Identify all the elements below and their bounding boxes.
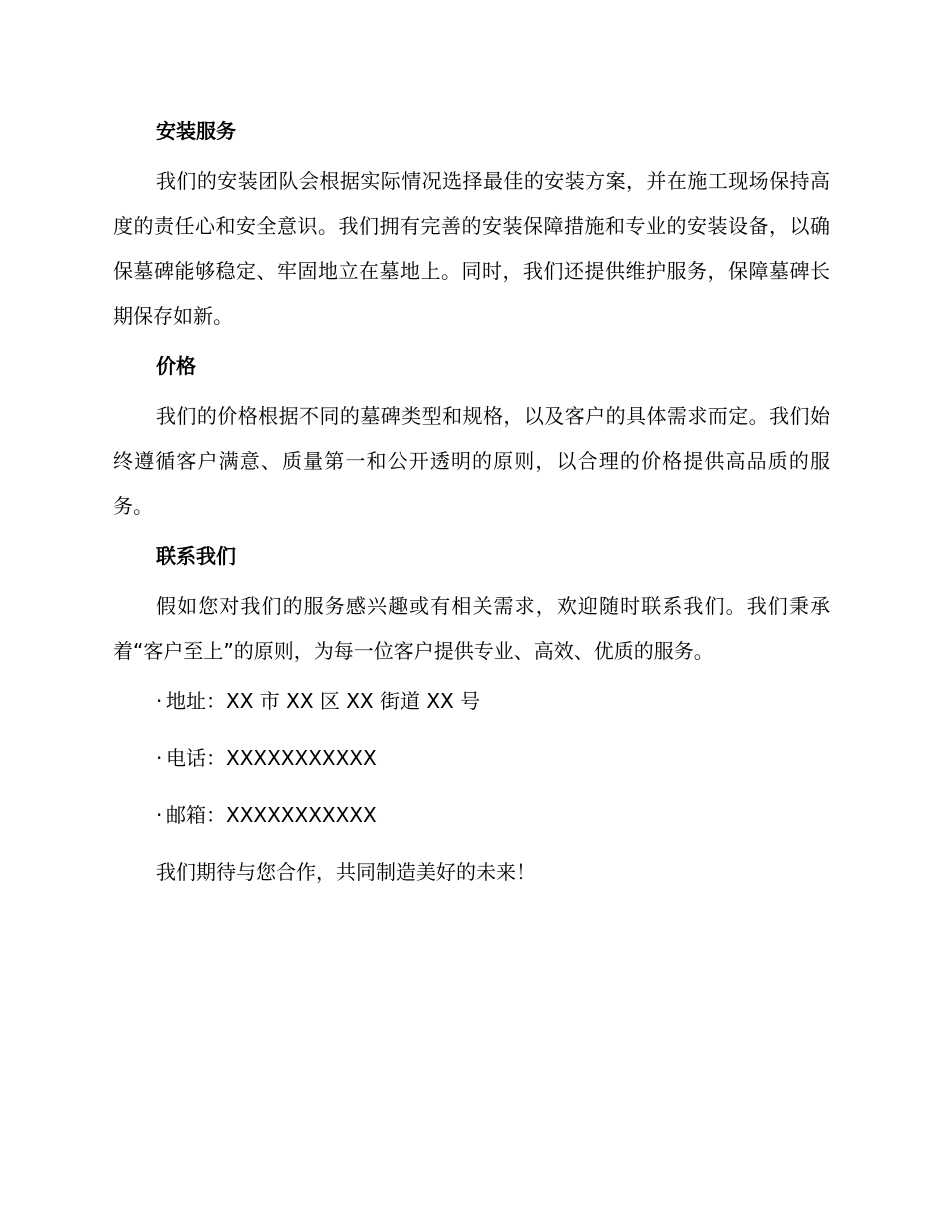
paragraph-installation: 我们的安装团队会根据实际情况选择最佳的安装方案，并在施工现场保持高度的责任心和安全意识。我们拥有完善的安装保障措施和专业的安装设备，以确保墓碑能够稳定、牢固地立在墓地上。同时，我们还提供维护服务，保障墓碑长期保存如新。 <box>113 169 830 328</box>
contact-address-text: 地址：XX 市 XX 区 XX 街道 XX 号 <box>166 689 481 713</box>
section-title-installation: 安装服务 <box>156 119 236 143</box>
contact-item-email <box>113 800 830 830</box>
bullet-icon: · <box>156 689 163 713</box>
section-title-contact: 联系我们 <box>156 544 236 568</box>
paragraph-price: 我们的价格根据不同的墓碑类型和规格，以及客户的具体需求而定。我们始终遵循客户满意、质量第一和公开透明的原则，以合理的价格提供高品质的服务。 <box>113 404 830 518</box>
contact-email-text: 邮箱：XXXXXXXXXXX <box>166 803 377 827</box>
closing-text: 我们期待与您合作，共同制造美好的未来！ <box>156 860 536 884</box>
bullet-icon: · <box>156 746 163 770</box>
paragraph-contact: 假如您对我们的服务感兴趣或有相关需求，欢迎随时联系我们。我们秉承着“客户至上”的原则，为每一位客户提供专业、高效、优质的服务。 <box>113 594 830 663</box>
bullet-icon: · <box>156 803 163 827</box>
contact-phone-text: 电话：XXXXXXXXXXX <box>166 746 377 770</box>
section-title-price: 价格 <box>156 354 196 378</box>
contact-item-address <box>113 686 830 716</box>
contact-item-phone <box>113 743 830 773</box>
